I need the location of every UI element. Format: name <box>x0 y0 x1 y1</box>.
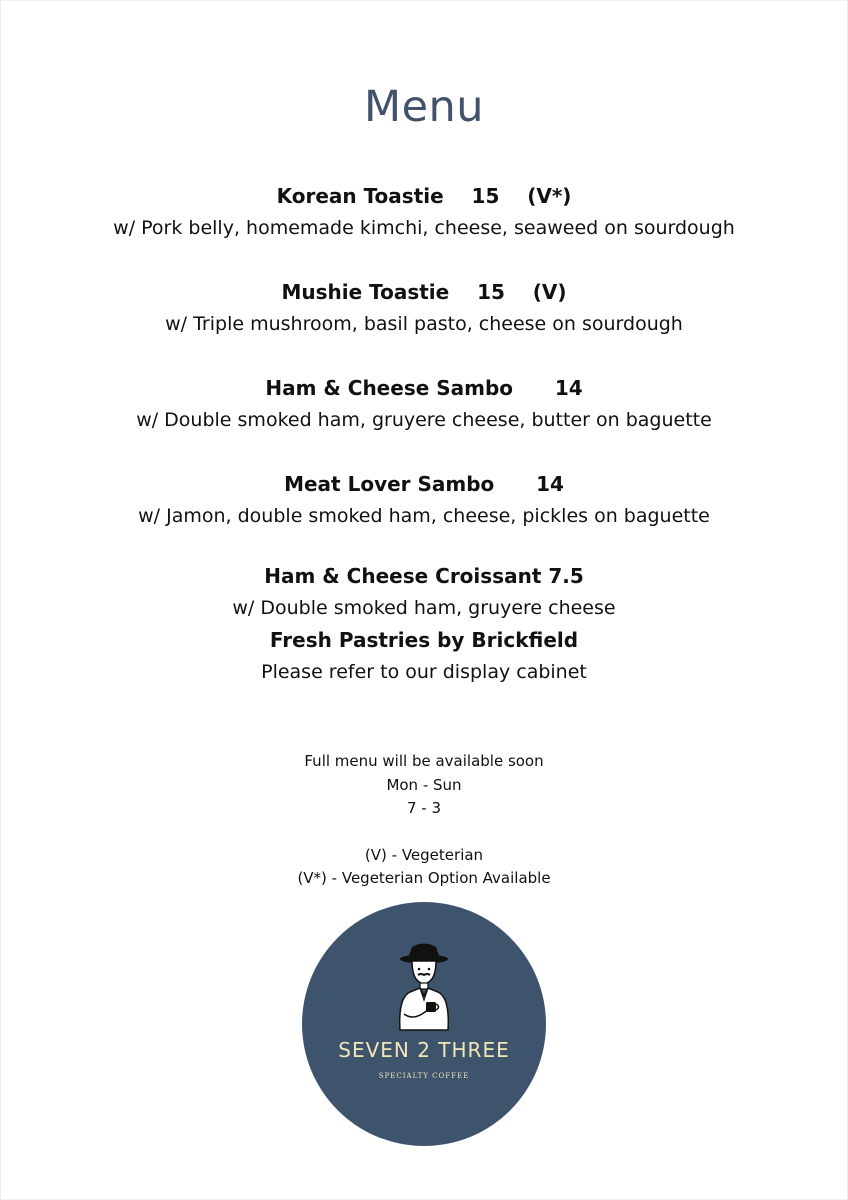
menu-item-description: Please refer to our display cabinet <box>261 661 587 683</box>
menu-item-fresh-pastries <box>0 624 848 688</box>
opening-days: Mon - Sun <box>386 775 462 794</box>
menu-items <box>0 180 848 688</box>
menu-item-description: w/ Pork belly, homemade kimchi, cheese, seaweed on sourdough <box>113 217 735 239</box>
menu-item-mushie-toastie <box>0 276 848 372</box>
menu-item-description: w/ Double smoked ham, gruyere cheese, butter on baguette <box>136 409 712 431</box>
menu-item-description: w/ Triple mushroom, basil pasto, cheese on sourdough <box>165 313 683 335</box>
menu-item-description: w/ Double smoked ham, gruyere cheese <box>232 597 616 619</box>
legend-vegetarian: (V) - Vegeterian <box>364 845 484 864</box>
menu-item-meat-lover-sambo <box>0 468 848 560</box>
brand-tagline: SPECIALTY COFFEE <box>378 1072 470 1080</box>
menu-item-ham-cheese-sambo <box>0 372 848 468</box>
menu-item-korean-toastie <box>0 180 848 276</box>
brand-logo <box>302 902 546 1146</box>
menu-item-description: w/ Jamon, double smoked ham, cheese, pickles on baguette <box>138 505 710 527</box>
menu-info <box>0 750 848 891</box>
brand-name: SEVEN 2 THREE <box>338 1038 510 1062</box>
menu-item-heading: Fresh Pastries by Brickfield <box>269 628 579 652</box>
man-with-coffee-cup-icon <box>388 938 460 1034</box>
menu-item-heading: Korean Toastie 15 (V*) <box>276 184 572 208</box>
legend-vegetarian-option: (V*) - Vegeterian Option Available <box>297 869 551 887</box>
page-title: Menu <box>363 82 485 132</box>
menu-item-heading: Ham & Cheese Croissant 7.5 <box>264 564 584 588</box>
menu-item-heading: Ham & Cheese Sambo 14 <box>265 376 583 400</box>
menu-item-heading: Mushie Toastie 15 (V) <box>281 280 567 304</box>
opening-hours: 7 - 3 <box>406 799 442 817</box>
menu-item-heading: Meat Lover Sambo 14 <box>284 472 564 496</box>
notice-text: Full menu will be available soon <box>304 752 544 770</box>
